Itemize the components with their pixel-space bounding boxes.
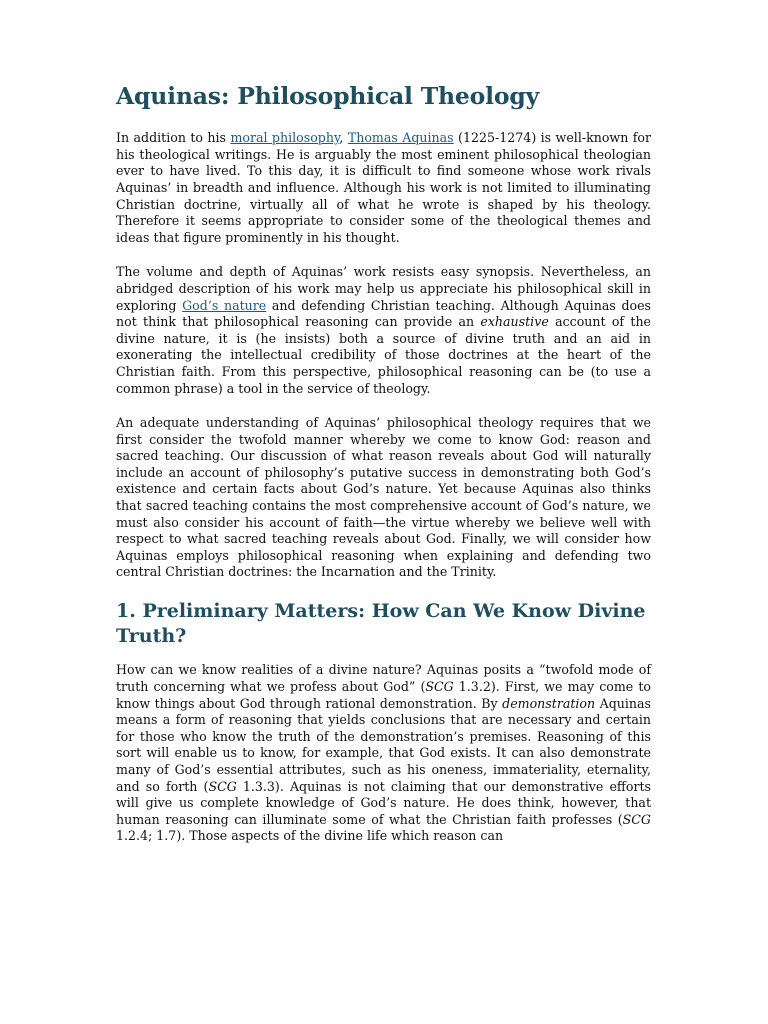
emphasis-text: SCG	[622, 811, 651, 827]
page-title: Aquinas: Philosophical Theology	[116, 82, 540, 110]
gods-nature-link[interactable]: God’s nature	[182, 297, 267, 313]
emphasis-text: exhaustive	[480, 314, 549, 330]
text-run: 1.2.4; 1.7). Those aspects of the divine life which reason can	[116, 828, 504, 844]
emphasis-text: SCG	[208, 778, 237, 794]
text-run: 1.3.3). Aquinas is not claiming that our demonstrative efforts will give us complete knowledge of God’s nature. He does think, however, that human reasoning can illuminate some of what the Christian faith professes (	[116, 778, 651, 827]
section-heading: 1. Preliminary Matters: How Can We Know Divine Truth?	[116, 600, 646, 647]
emphasis-text: SCG	[425, 679, 454, 694]
section-paragraph	[116, 662, 651, 845]
text-run: In addition to his	[116, 130, 231, 146]
text-run: (1225-1274) is well-known for his theological writings. He is arguably the most eminent philosophical theologian ever to have lived. To this day, it is difficult to find someone whose work rivals Aquinas’ in breadth and influence. Although his work is not limited to illuminating Christian doctrine, virtually all of what he wrote is shaped by his theology. Therefore it seems appropriate to consider some of the theological themes and ideas that figure prominently in his thought.	[116, 130, 651, 245]
overview-paragraph	[116, 264, 651, 397]
text-run: ,	[339, 130, 348, 146]
text-run: Aquinas means a form of reasoning that yields conclusions that are necessary and certain for those who know the truth of the demonstration’s premises. Reasoning of this sort will enable us to know, for example, that God exists. It can also demonstrate many of God’s essential attributes, such as his oneness, immateriality, eternality, and so forth (	[116, 695, 651, 794]
text-run: The volume and depth of Aquinas’ work resists easy synopsis. Nevertheless, an abridged description of his work may help us appreciate his philosophical skill in exploring	[116, 264, 651, 313]
text-run: How can we know realities of a divine nature? Aquinas posits a “twofold mode of truth concerning what we profess about God” (	[116, 662, 651, 694]
emphasis-text: demonstration	[502, 695, 596, 711]
plan-paragraph	[116, 415, 651, 581]
moral-philosophy-link[interactable]: moral philosophy	[230, 130, 340, 146]
text-run: and defending Christian teaching. Although Aquinas does not think that philosophical reasoning can provide an	[116, 297, 652, 330]
text-run: account of the divine nature, it is (he insists) both a source of divine truth and an aid in exonerating the intellectual credibility of those doctrines at the heart of the Christian faith. From this perspective, philosophical reasoning can be (to use a common phrase) a tool in the service of theology.	[116, 314, 652, 396]
text-run: An adequate understanding of Aquinas’ philosophical theology requires that we first consider the twofold manner whereby we come to know God: reason and sacred teaching. Our discussion of what reason reveals about God will naturally include an account of philosophy’s putative success in demonstrating both God’s existence and certain facts about God’s nature. Yet because Aquinas also thinks that sacred teaching contains the most comprehensive account of God’s nature, we must also consider his account of faith—the virtue whereby we believe well with respect to what sacred teaching reveals about God. Finally, we will consider how Aquinas employs philosophical reasoning when explaining and defending two central Christian doctrines: the Incarnation and the Trinity.	[116, 415, 651, 580]
intro-paragraph	[116, 130, 651, 246]
document-page	[116, 82, 651, 863]
thomas-aquinas-link[interactable]: Thomas Aquinas	[347, 130, 454, 146]
text-run: 1.3.2). First, we may come to know things about God through rational demonstration. By	[116, 679, 652, 711]
